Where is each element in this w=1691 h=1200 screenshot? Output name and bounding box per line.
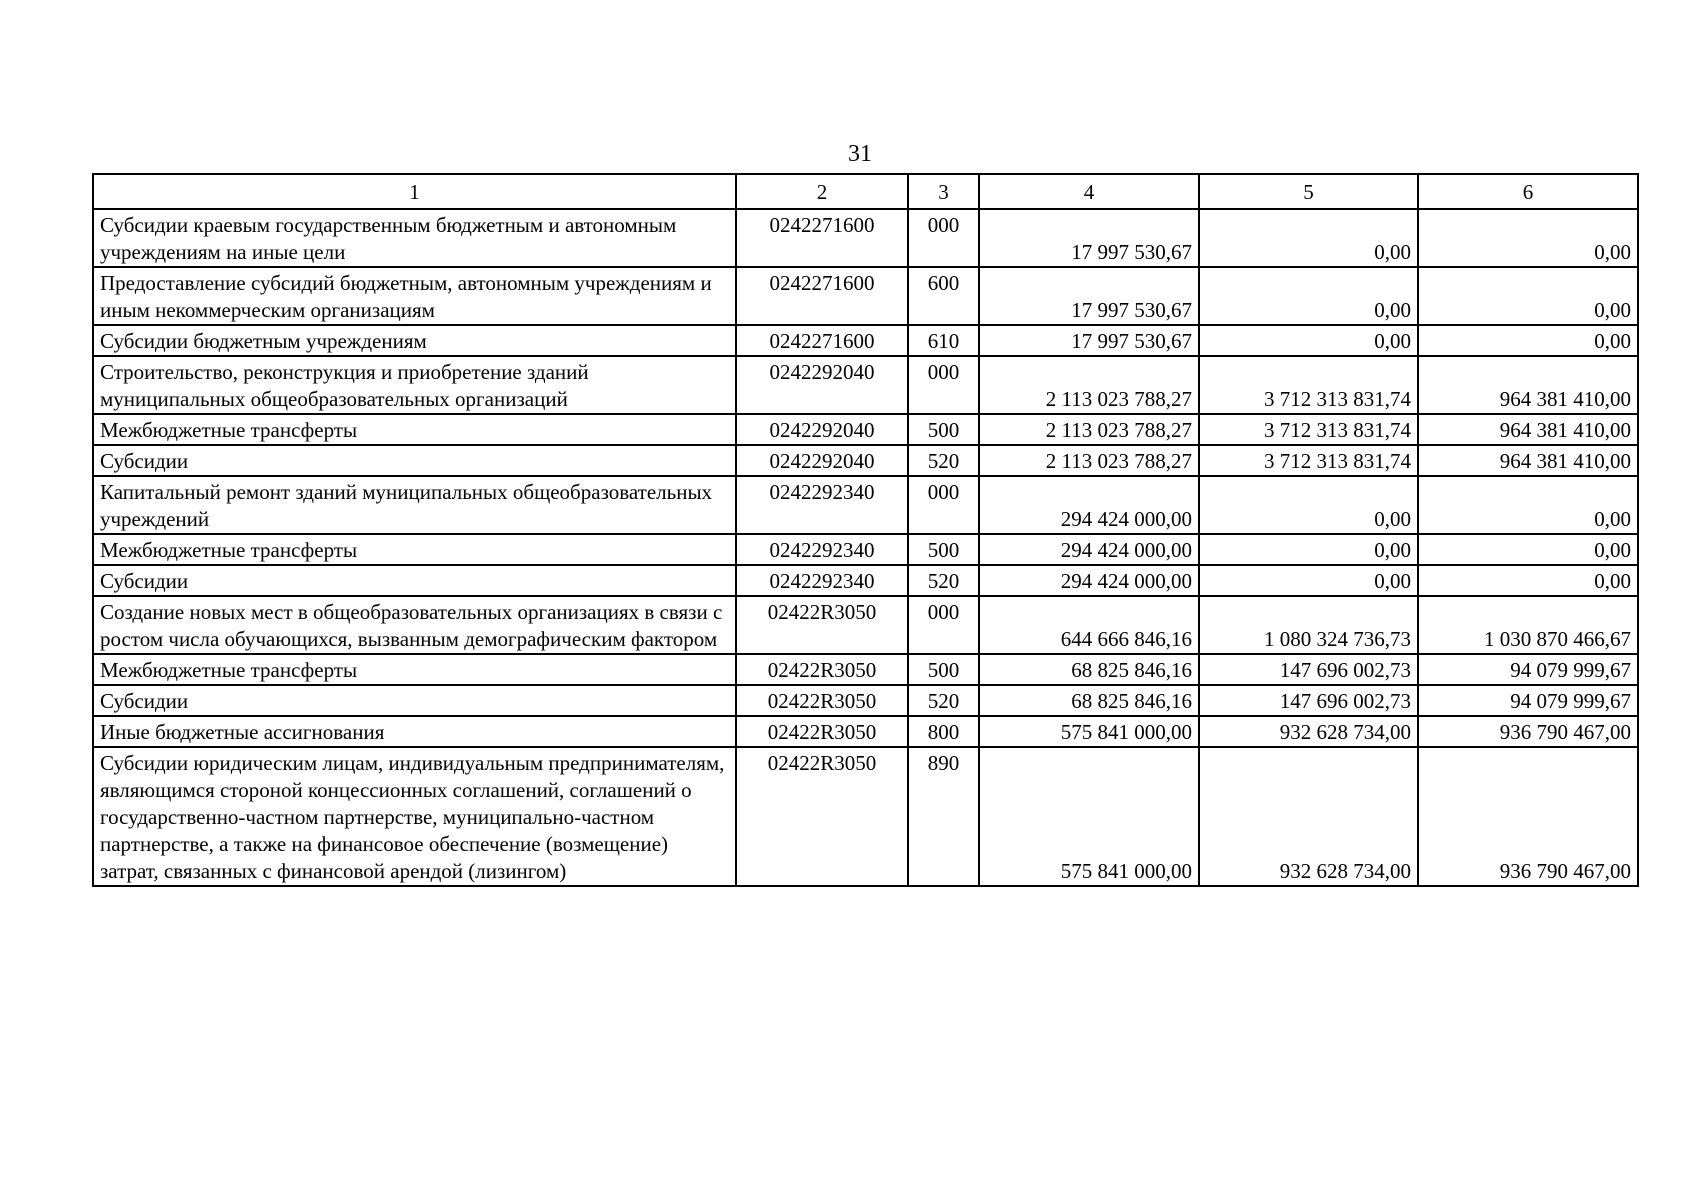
target-article-cell: 0242271600 [736, 209, 908, 267]
amount-col5-cell: 3 712 313 831,74 [1199, 414, 1418, 445]
amount-col6-cell: 0,00 [1418, 267, 1638, 325]
amount-col5-cell: 0,00 [1199, 476, 1418, 534]
table-row [93, 716, 1638, 747]
table-row [93, 654, 1638, 685]
amount-col5-cell: 147 696 002,73 [1199, 685, 1418, 716]
amount-col5-cell: 0,00 [1199, 209, 1418, 267]
amount-col5-cell: 3 712 313 831,74 [1199, 445, 1418, 476]
amount-col5-cell: 3 712 313 831,74 [1199, 356, 1418, 414]
amount-col4-cell: 17 997 530,67 [979, 209, 1199, 267]
expense-name-cell: Создание новых мест в общеобразовательных организациях в связи с ростом числа обучающихся, вызванным демографическим фактором [93, 596, 736, 654]
expense-name-cell: Субсидии юридическим лицам, индивидуальным предпринимателям, являющимся стороной концессионных соглашений, соглашений о государственно-частном партнерстве, муниципально-частном партнерстве, а также на финансовое обеспечение (возмещение) затрат, связанных с финансовой арендой (лизингом) [93, 747, 736, 886]
expense-type-cell: 520 [908, 685, 979, 716]
amount-col4-cell: 575 841 000,00 [979, 747, 1199, 886]
table-header-row [93, 174, 1638, 209]
table-row [93, 747, 1638, 886]
amount-col6-cell: 964 381 410,00 [1418, 414, 1638, 445]
amount-col6-cell: 936 790 467,00 [1418, 716, 1638, 747]
amount-col5-cell: 1 080 324 736,73 [1199, 596, 1418, 654]
expense-type-cell: 500 [908, 414, 979, 445]
expense-name-cell: Субсидии [93, 445, 736, 476]
expense-name-cell: Строительство, реконструкция и приобретение зданий муниципальных общеобразовательных организаций [93, 356, 736, 414]
target-article-cell: 0242292040 [736, 445, 908, 476]
header-cell-2: 2 [736, 174, 908, 209]
amount-col4-cell: 17 997 530,67 [979, 267, 1199, 325]
amount-col6-cell: 0,00 [1418, 534, 1638, 565]
expense-name-cell: Предоставление субсидий бюджетным, автономным учреждениям и иным некоммерческим организациям [93, 267, 736, 325]
expense-type-cell: 890 [908, 747, 979, 886]
table-row [93, 596, 1638, 654]
amount-col6-cell: 964 381 410,00 [1418, 445, 1638, 476]
target-article-cell: 02422R3050 [736, 654, 908, 685]
target-article-cell: 02422R3050 [736, 596, 908, 654]
amount-col4-cell: 575 841 000,00 [979, 716, 1199, 747]
expense-type-cell: 000 [908, 356, 979, 414]
header-cell-6: 6 [1418, 174, 1638, 209]
expense-name-cell: Межбюджетные трансферты [93, 534, 736, 565]
expense-type-cell: 610 [908, 325, 979, 356]
table-row [93, 685, 1638, 716]
expense-type-cell: 500 [908, 654, 979, 685]
amount-col6-cell: 0,00 [1418, 565, 1638, 596]
table-row [93, 445, 1638, 476]
expense-type-cell: 600 [908, 267, 979, 325]
header-cell-3: 3 [908, 174, 979, 209]
target-article-cell: 02422R3050 [736, 716, 908, 747]
header-cell-4: 4 [979, 174, 1199, 209]
expense-name-cell: Межбюджетные трансферты [93, 414, 736, 445]
amount-col4-cell: 2 113 023 788,27 [979, 414, 1199, 445]
expense-name-cell: Капитальный ремонт зданий муниципальных общеобразовательных учреждений [93, 476, 736, 534]
table-row [93, 267, 1638, 325]
amount-col4-cell: 68 825 846,16 [979, 685, 1199, 716]
amount-col6-cell: 0,00 [1418, 325, 1638, 356]
expense-type-cell: 000 [908, 209, 979, 267]
amount-col6-cell: 936 790 467,00 [1418, 747, 1638, 886]
budget-table [92, 173, 1639, 887]
amount-col4-cell: 68 825 846,16 [979, 654, 1199, 685]
expense-type-cell: 000 [908, 596, 979, 654]
target-article-cell: 02422R3050 [736, 747, 908, 886]
amount-col4-cell: 17 997 530,67 [979, 325, 1199, 356]
expense-type-cell: 500 [908, 534, 979, 565]
target-article-cell: 0242292340 [736, 565, 908, 596]
target-article-cell: 0242292340 [736, 476, 908, 534]
amount-col5-cell: 0,00 [1199, 267, 1418, 325]
expense-type-cell: 000 [908, 476, 979, 534]
amount-col6-cell: 94 079 999,67 [1418, 654, 1638, 685]
target-article-cell: 0242292040 [736, 414, 908, 445]
target-article-cell: 0242292040 [736, 356, 908, 414]
target-article-cell: 0242271600 [736, 325, 908, 356]
amount-col5-cell: 0,00 [1199, 565, 1418, 596]
target-article-cell: 0242271600 [736, 267, 908, 325]
expense-name-cell: Субсидии [93, 685, 736, 716]
table-row [93, 414, 1638, 445]
amount-col6-cell: 0,00 [1418, 476, 1638, 534]
expense-type-cell: 520 [908, 565, 979, 596]
expense-name-cell: Субсидии [93, 565, 736, 596]
target-article-cell: 02422R3050 [736, 685, 908, 716]
expense-name-cell: Межбюджетные трансферты [93, 654, 736, 685]
table-row [93, 356, 1638, 414]
header-cell-5: 5 [1199, 174, 1418, 209]
amount-col5-cell: 932 628 734,00 [1199, 747, 1418, 886]
amount-col5-cell: 147 696 002,73 [1199, 654, 1418, 685]
page-number: 31 [848, 141, 872, 167]
header-cell-1: 1 [93, 174, 736, 209]
amount-col4-cell: 644 666 846,16 [979, 596, 1199, 654]
amount-col4-cell: 294 424 000,00 [979, 476, 1199, 534]
amount-col5-cell: 0,00 [1199, 534, 1418, 565]
expense-type-cell: 800 [908, 716, 979, 747]
expense-name-cell: Субсидии краевым государственным бюджетным и автономным учреждениям на иные цели [93, 209, 736, 267]
expense-name-cell: Субсидии бюджетным учреждениям [93, 325, 736, 356]
amount-col5-cell: 932 628 734,00 [1199, 716, 1418, 747]
amount-col6-cell: 0,00 [1418, 209, 1638, 267]
target-article-cell: 0242292340 [736, 534, 908, 565]
amount-col4-cell: 294 424 000,00 [979, 565, 1199, 596]
expense-name-cell: Иные бюджетные ассигнования [93, 716, 736, 747]
amount-col6-cell: 94 079 999,67 [1418, 685, 1638, 716]
amount-col4-cell: 294 424 000,00 [979, 534, 1199, 565]
amount-col6-cell: 964 381 410,00 [1418, 356, 1638, 414]
table-row [93, 476, 1638, 534]
amount-col4-cell: 2 113 023 788,27 [979, 445, 1199, 476]
table-row [93, 534, 1638, 565]
table-row [93, 209, 1638, 267]
amount-col5-cell: 0,00 [1199, 325, 1418, 356]
amount-col6-cell: 1 030 870 466,67 [1418, 596, 1638, 654]
amount-col4-cell: 2 113 023 788,27 [979, 356, 1199, 414]
table-row [93, 325, 1638, 356]
expense-type-cell: 520 [908, 445, 979, 476]
table-row [93, 565, 1638, 596]
